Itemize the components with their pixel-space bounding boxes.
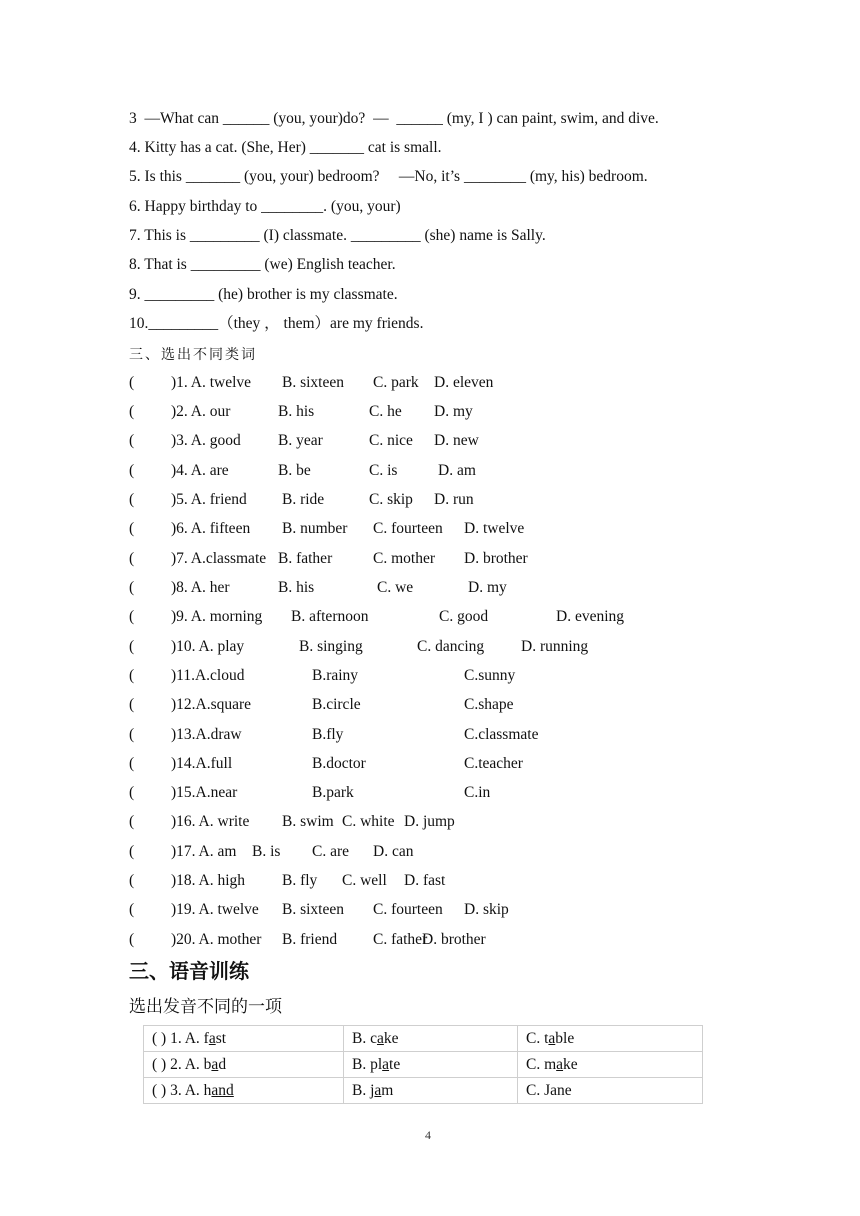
option-b: B. number bbox=[282, 520, 348, 537]
question-option-a: )14.A.full bbox=[171, 755, 233, 772]
option-c: C. fourteen bbox=[373, 520, 443, 537]
phonetics-option-c: C. table bbox=[518, 1026, 703, 1052]
option-b: B. is bbox=[252, 843, 281, 860]
phonetics-option-c: C. make bbox=[518, 1052, 703, 1078]
answer-paren: ( bbox=[129, 638, 135, 655]
option-d: D. eleven bbox=[434, 374, 494, 391]
option-b: B. be bbox=[278, 462, 311, 479]
option-c: C. skip bbox=[369, 491, 413, 508]
option-d: D. fast bbox=[404, 872, 446, 889]
phonetics-option-c: C. Jane bbox=[518, 1078, 703, 1104]
underlined-letters: and bbox=[211, 1081, 234, 1099]
answer-paren: ( bbox=[129, 901, 135, 918]
option-c: C. fourteen bbox=[373, 901, 443, 918]
phonetics-option-a: ( ) 3. A. hand bbox=[144, 1078, 344, 1104]
odd-one-out-item bbox=[129, 402, 769, 422]
option-b: B. year bbox=[278, 432, 323, 449]
fill-line-8: 8. That is _________ (we) English teacher. bbox=[129, 256, 396, 273]
option-d: D. my bbox=[468, 579, 507, 596]
question-option-a: )3. A. good bbox=[171, 432, 241, 449]
odd-one-out-item bbox=[129, 930, 769, 950]
fill-line-9: 9. _________ (he) brother is my classmate. bbox=[129, 286, 398, 303]
answer-paren: ( bbox=[129, 813, 135, 830]
phonetics-option-a: ( ) 1. A. fast bbox=[144, 1026, 344, 1052]
odd-one-out-item bbox=[129, 519, 769, 539]
option-d: D. can bbox=[373, 843, 414, 860]
fill-line-4: 4. Kitty has a cat. (She, Her) _______ cat is small. bbox=[129, 139, 442, 156]
option-d: D. running bbox=[521, 638, 589, 655]
answer-paren: ( bbox=[129, 696, 135, 713]
answer-paren: ( bbox=[129, 491, 135, 508]
option-d: D. am bbox=[438, 462, 476, 479]
question-option-a: )16. A. write bbox=[171, 813, 250, 830]
answer-paren: ( bbox=[129, 374, 135, 391]
option-d: D. my bbox=[434, 403, 473, 420]
underlined-letters: a bbox=[374, 1081, 382, 1099]
option-c: C. we bbox=[377, 579, 414, 596]
question-option-a: )9. A. morning bbox=[171, 608, 263, 625]
option-c: C. white bbox=[342, 813, 395, 830]
question-option-a: )12.A.square bbox=[171, 696, 252, 713]
odd-one-out-item bbox=[129, 578, 769, 598]
odd-one-out-item bbox=[129, 607, 769, 627]
odd-one-out-item bbox=[129, 842, 769, 862]
odd-one-out-item bbox=[129, 666, 769, 686]
phonetics-instruction: 选出发音不同的一项 bbox=[129, 997, 282, 1017]
question-option-a: )17. A. am bbox=[171, 843, 237, 860]
option-d: D. twelve bbox=[464, 520, 525, 537]
option-c: C.sunny bbox=[464, 667, 516, 684]
option-c: C. is bbox=[369, 462, 398, 479]
phonetics-row bbox=[144, 1052, 703, 1078]
odd-one-out-item bbox=[129, 549, 769, 569]
option-c: C.shape bbox=[464, 696, 514, 713]
odd-one-out-item bbox=[129, 695, 769, 715]
underlined-letters: a bbox=[376, 1029, 384, 1047]
option-c: C. nice bbox=[369, 432, 413, 449]
question-option-a: )18. A. high bbox=[171, 872, 246, 889]
odd-one-out-item bbox=[129, 431, 769, 451]
fill-line-3: 3 —What can ______ (you, your)do? — ______ (my, I ) can paint, swim, and dive. bbox=[129, 110, 659, 127]
option-d: D. brother bbox=[464, 550, 528, 567]
question-option-a: )7. A.classmate bbox=[171, 550, 267, 567]
option-d: D. evening bbox=[556, 608, 625, 625]
option-b: B. sixteen bbox=[282, 901, 344, 918]
option-b: B. fly bbox=[282, 872, 318, 889]
answer-paren: ( bbox=[129, 755, 135, 772]
option-c: C. good bbox=[439, 608, 489, 625]
odd-one-out-item bbox=[129, 725, 769, 745]
option-b: B. sixteen bbox=[282, 374, 344, 391]
answer-paren: ( bbox=[129, 931, 135, 948]
section-heading-odd-one-out: 三、选出不同类词 bbox=[129, 347, 257, 363]
option-d: D. run bbox=[434, 491, 474, 508]
question-option-a: )2. A. our bbox=[171, 403, 231, 420]
odd-one-out-item bbox=[129, 754, 769, 774]
answer-paren: ( bbox=[129, 726, 135, 743]
option-c: C. mother bbox=[373, 550, 435, 567]
odd-one-out-item bbox=[129, 871, 769, 891]
option-b: B.doctor bbox=[312, 755, 366, 772]
option-b: B. friend bbox=[282, 931, 338, 948]
answer-paren: ( bbox=[129, 608, 135, 625]
question-option-a: )8. A. her bbox=[171, 579, 230, 596]
fill-line-7: 7. This is _________ (I) classmate. _________ (she) name is Sally. bbox=[129, 227, 546, 244]
option-b: B.fly bbox=[312, 726, 344, 743]
answer-paren: ( bbox=[129, 462, 135, 479]
option-b: B. singing bbox=[299, 638, 363, 655]
option-d: D. new bbox=[434, 432, 479, 449]
option-c: C. dancing bbox=[417, 638, 485, 655]
question-option-a: )11.A.cloud bbox=[171, 667, 245, 684]
answer-paren: ( bbox=[129, 784, 135, 801]
option-c: C.classmate bbox=[464, 726, 539, 743]
underlined-letters: a bbox=[208, 1029, 216, 1047]
option-c: C.in bbox=[464, 784, 491, 801]
answer-paren: ( bbox=[129, 550, 135, 567]
question-option-a: )13.A.draw bbox=[171, 726, 242, 743]
phonetics-row bbox=[144, 1078, 703, 1104]
phonetics-option-b: B. jam bbox=[344, 1078, 518, 1104]
option-b: B.circle bbox=[312, 696, 361, 713]
odd-one-out-item bbox=[129, 461, 769, 481]
question-option-a: )1. A. twelve bbox=[171, 374, 252, 391]
option-d: D. brother bbox=[422, 931, 486, 948]
option-c: C. well bbox=[342, 872, 387, 889]
section-heading-phonetics: 三、语音训练 bbox=[129, 959, 249, 983]
odd-one-out-item bbox=[129, 373, 769, 393]
option-b: B. his bbox=[278, 403, 315, 420]
option-c: C. park bbox=[373, 374, 419, 391]
option-b: B.park bbox=[312, 784, 354, 801]
phonetics-option-b: B. plate bbox=[344, 1052, 518, 1078]
underlined-letters: a bbox=[382, 1055, 390, 1073]
option-b: B. father bbox=[278, 550, 333, 567]
underlined-letters: a bbox=[211, 1055, 219, 1073]
answer-paren: ( bbox=[129, 667, 135, 684]
answer-paren: ( bbox=[129, 843, 135, 860]
phonetics-row bbox=[144, 1026, 703, 1052]
question-option-a: )19. A. twelve bbox=[171, 901, 259, 918]
question-option-a: )20. A. mother bbox=[171, 931, 262, 948]
option-d: D. jump bbox=[404, 813, 455, 830]
answer-paren: ( bbox=[129, 403, 135, 420]
odd-one-out-item bbox=[129, 900, 769, 920]
option-c: C. are bbox=[312, 843, 350, 860]
odd-one-out-item bbox=[129, 812, 769, 832]
question-option-a: )4. A. are bbox=[171, 462, 229, 479]
fill-line-5: 5. Is this _______ (you, your) bedroom? —No, it’s ________ (my, his) bedroom. bbox=[129, 168, 648, 185]
option-c: C. father bbox=[373, 931, 428, 948]
option-b: B. swim bbox=[282, 813, 334, 830]
option-b: B. ride bbox=[282, 491, 325, 508]
option-b: B.rainy bbox=[312, 667, 359, 684]
option-d: D. skip bbox=[464, 901, 509, 918]
phonetics-option-b: B. cake bbox=[344, 1026, 518, 1052]
fill-line-10: 10._________（they ， them）are my friends. bbox=[129, 315, 424, 332]
phonetics-option-a: ( ) 2. A. bad bbox=[144, 1052, 344, 1078]
option-b: B. his bbox=[278, 579, 315, 596]
odd-one-out-item bbox=[129, 783, 769, 803]
underlined-letters: a bbox=[556, 1055, 564, 1073]
option-c: C.teacher bbox=[464, 755, 523, 772]
question-option-a: )5. A. friend bbox=[171, 491, 247, 508]
answer-paren: ( bbox=[129, 520, 135, 537]
fill-line-6: 6. Happy birthday to ________. (you, your) bbox=[129, 198, 401, 215]
answer-paren: ( bbox=[129, 432, 135, 449]
answer-paren: ( bbox=[129, 872, 135, 889]
question-option-a: )6. A. fifteen bbox=[171, 520, 251, 537]
underlined-letters: a bbox=[548, 1029, 556, 1047]
odd-one-out-item bbox=[129, 637, 769, 657]
question-option-a: )15.A.near bbox=[171, 784, 238, 801]
phonetics-table bbox=[143, 1025, 703, 1104]
page-number: 4 bbox=[425, 1128, 431, 1142]
odd-one-out-item bbox=[129, 490, 769, 510]
option-c: C. he bbox=[369, 403, 402, 420]
option-b: B. afternoon bbox=[291, 608, 369, 625]
question-option-a: )10. A. play bbox=[171, 638, 245, 655]
answer-paren: ( bbox=[129, 579, 135, 596]
